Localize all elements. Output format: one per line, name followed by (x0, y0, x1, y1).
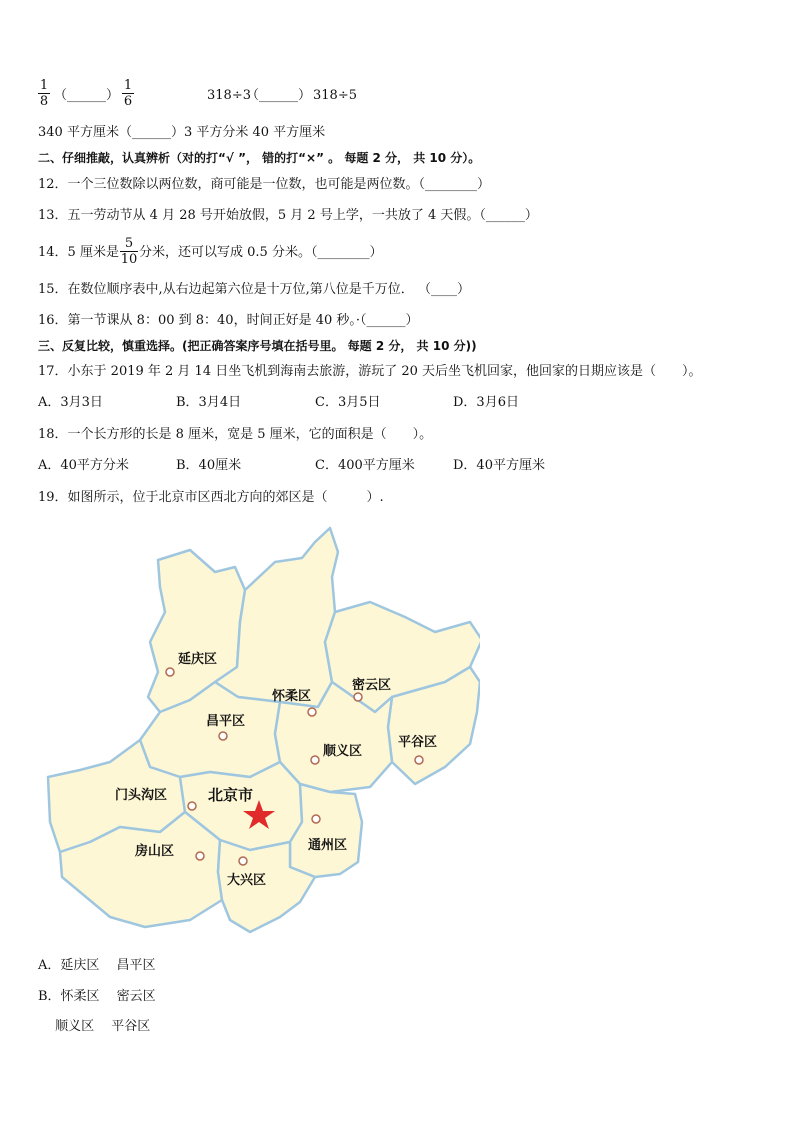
q17-option-b[interactable]: B．3月4日 (176, 395, 242, 410)
label-daxing: 大兴区 (227, 873, 267, 888)
label-fangshan: 房山区 (135, 844, 175, 859)
division-left: 318÷3 (207, 88, 251, 103)
question-19: 19．如图所示，位于北京市区西北方向的郊区是（ ）. (38, 490, 384, 505)
label-tongzhou: 通州区 (308, 838, 348, 853)
fraction-five-tenths: $\frac{5}{10}$ (120, 236, 138, 267)
question-18: 18．一个长方形的长是 8 厘米，宽是 5 厘米，它的面积是（ ）。 (38, 427, 433, 442)
label-beijing: 北京市 (208, 786, 254, 804)
q18-option-a[interactable]: A．40平方分米 (38, 458, 129, 473)
question-17: 17．小东于 2019 年 2 月 14 日坐飞机到海南去旅游，游玩了 20 天后坐飞机回家，他回家的日期应该是（ ）。 (38, 364, 702, 379)
label-miyun: 密云区 (352, 678, 392, 693)
q19-option-b[interactable]: B．怀柔区 密云区 (38, 989, 156, 1004)
q17-option-a[interactable]: A．3月3日 (38, 395, 103, 410)
fraction-one-eighth: $\frac{1}{8}$ (39, 78, 49, 109)
compare-blank-1[interactable]: （______） (54, 88, 120, 103)
beijing-district-map (40, 522, 480, 942)
question-16: 16．第一节课从 8：00 到 8：40，时间正好是 40 秒。·（______） (38, 313, 419, 328)
label-changping: 昌平区 (206, 714, 246, 729)
question-14-suffix: 分米，还可以写成 0.5 分米。（________） (139, 245, 383, 260)
question-15: 15．在数位顺序表中,从右边起第六位是十万位,第八位是千万位． （____） (38, 282, 470, 297)
q18-option-c[interactable]: C．400平方厘米 (315, 458, 415, 473)
question-12: 12．一个三位数除以两位数，商可能是一位数，也可能是两位数。（________） (38, 177, 491, 192)
section2-heading: 二、仔细推敲，认真辨析（对的打“√ ”， 错的打“×” 。 每题 2 分， 共 10 分）。 (38, 151, 481, 165)
label-shunyi: 顺义区 (323, 744, 363, 759)
label-huairou: 怀柔区 (272, 689, 312, 704)
label-yanqing: 延庆区 (178, 652, 218, 667)
q18-option-d[interactable]: D．40平方厘米 (453, 458, 545, 473)
q17-option-d[interactable]: D．3月6日 (453, 395, 519, 410)
label-pinggu: 平谷区 (398, 735, 438, 750)
q19-option-a[interactable]: A．延庆区 昌平区 (38, 958, 156, 973)
label-mentougou: 门头沟区 (115, 788, 168, 803)
q17-option-c[interactable]: C．3月5日 (315, 395, 381, 410)
fraction-one-sixth: $\frac{1}{6}$ (123, 78, 133, 109)
compare-blank-2[interactable]: （______） (246, 88, 312, 103)
section3-heading: 三、反复比较，慎重选择。(把正确答案序号填在括号里。 每题 2 分， 共 10 分)) (38, 339, 477, 353)
question-14-prefix: 14．5 厘米是 (38, 245, 119, 260)
district-tongzhou (290, 784, 362, 877)
division-right: 318÷5 (313, 88, 357, 103)
q18-option-b[interactable]: B．40厘米 (176, 458, 242, 473)
question-13: 13．五一劳动节从 4 月 28 号开始放假，5 月 2 号上学，一共放了 4 天假。（______） (38, 208, 538, 223)
area-comparison: 340 平方厘米（______）3 平方分米 40 平方厘米 (38, 125, 326, 140)
q19-option-b-cont: 顺义区 平谷区 (38, 1019, 151, 1034)
